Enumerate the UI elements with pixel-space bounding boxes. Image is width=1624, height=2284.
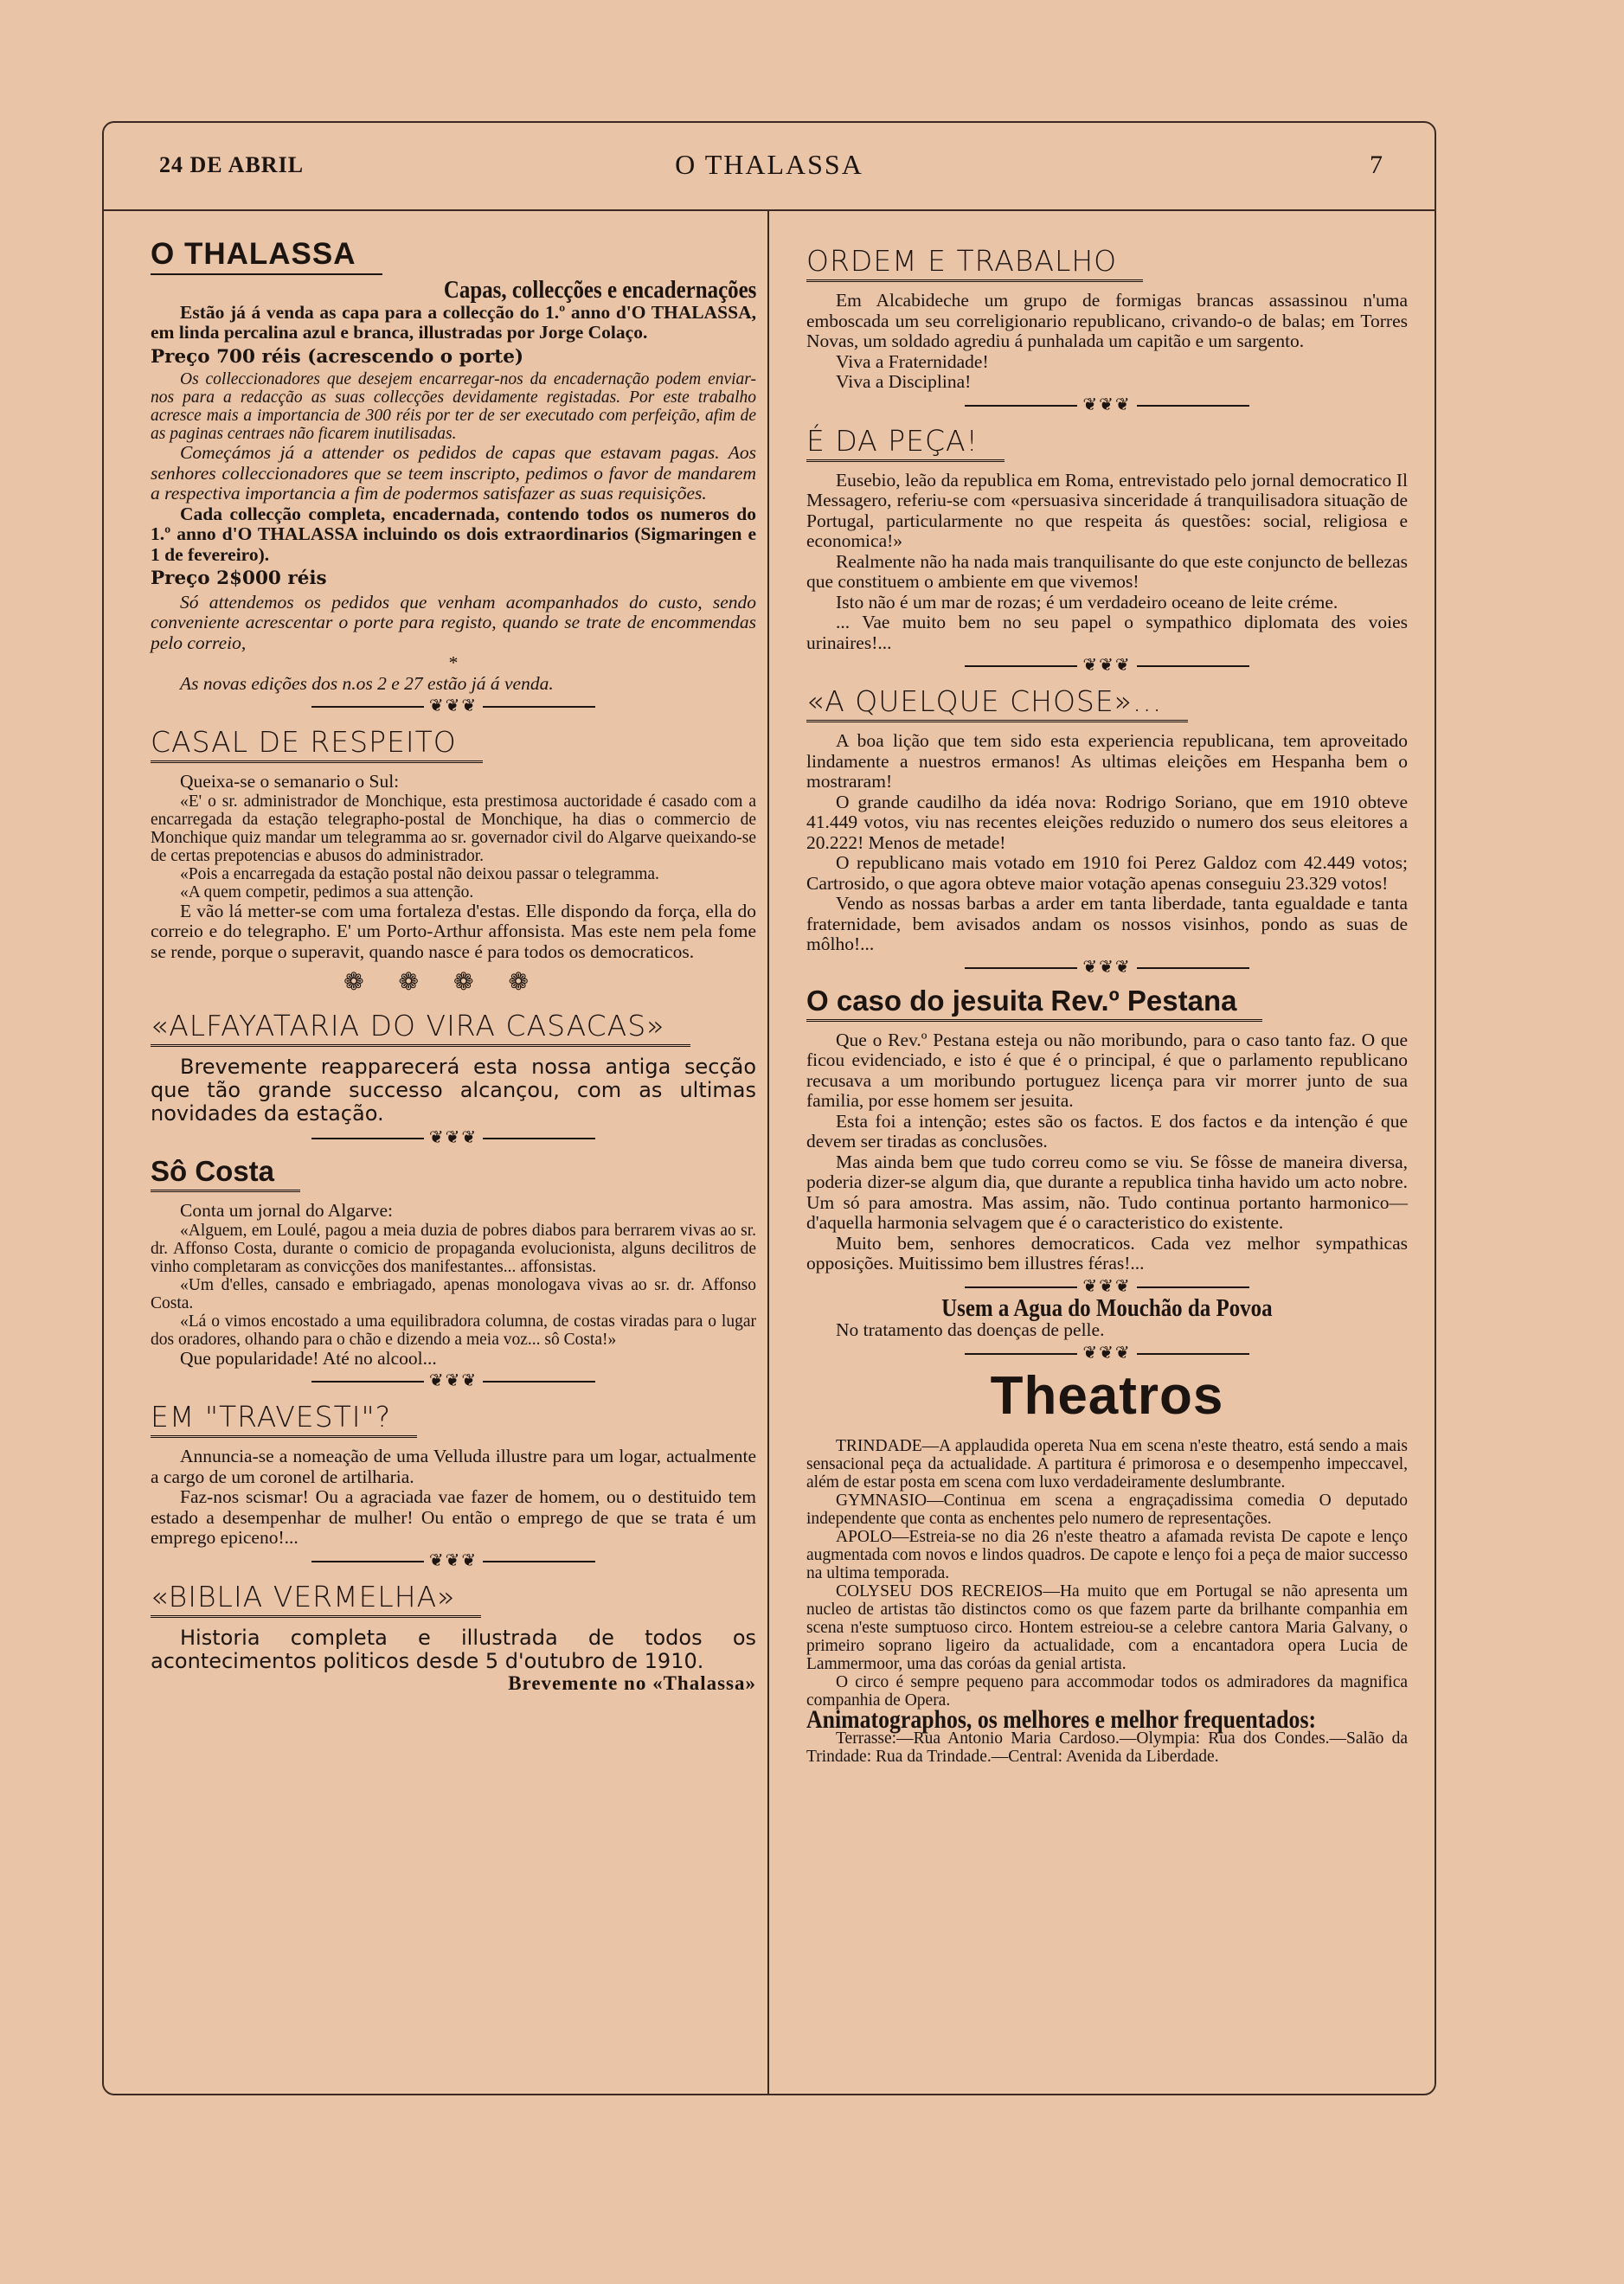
section-title: ORDEM E TRABALHO	[806, 244, 1143, 282]
column-divider	[767, 211, 769, 2094]
paragraph: Cada collecção completa, encadernada, contendo todos os numeros do 1.º anno d'O THALASSA incluindo os dois extraordinarios (Sigmaringen e 1 de fevereiro).	[151, 503, 756, 565]
section-title: O caso do jesuita Rev.º Pestana	[806, 985, 1262, 1022]
paragraph: As novas edições dos n.os 2 e 27 estão já á venda.	[180, 672, 554, 694]
paragraph: Viva a Disciplina!	[836, 371, 972, 392]
paragraph: Começámos já a attender os pedidos de capas que estavam pagas. Aos senhores colleccionadores que se teem inscripto, pedimos o favor de mandarem a respectiva importancia a fim de podermos satisfazer as suas requisições.	[151, 442, 756, 504]
masthead-title: O THALASSA	[675, 149, 863, 180]
paragraph: Vendo as nossas barbas a arder em tanta liberdade, tanta egualdade e tanta fraternidade, bem avisados andam os nossos visinhos, pondo as suas de môlho!...	[806, 893, 1408, 954]
paragraph: «Alguem, em Loulé, pagou a meia duzia de pobres diabos para berrarem vivas ao sr. dr. Affonso Costa, durante o comicio de propaganda evolucionista, alguns decilitros de vinho completaram as convicções dos manifestantes... affonsistas.	[151, 1221, 756, 1276]
paragraph: Eusebio, leão da republica em Roma, entrevistado pelo jornal democratico Il Messagero, referiu-se com «persuasiva sinceridade á tranquilisadora situação de Portugal, particularmente no que respeita ás questões: social, religiosa e economica!»	[806, 469, 1408, 551]
ornament-divider: ❦❦❦	[151, 1372, 756, 1389]
paragraph: Esta foi a intenção; estes são os factos. E dos factos e da intenção é que devem ser tiradas as conclusões.	[806, 1110, 1408, 1152]
price-line: Preço 2$000 réis	[151, 568, 327, 589]
asterisk: *	[448, 652, 459, 673]
paragraph: Terrasse:—Rua Antonio Maria Cardoso.—Olympia: Rua dos Condes.—Salão da Trindade: Rua da Trindade.—Central: Avenida da Liberdade.	[806, 1729, 1408, 1766]
paragraph: Faz-nos scismar! Ou a agraciada vae fazer de homem, ou o destituido tem estado a desempenhar de mulher! Ou então o emprego de que se trata é um emprego epiceno!...	[151, 1486, 756, 1548]
paragraph: Os colleccionadores que desejem encarregar-nos da encadernação podem enviar-nos para a redacção as suas collecções devidamente registadas. Por este trabalho acresce mais a importancia de 300 réis por ter de ser executado com perfeição, afim de as paginas centraes não ficarem inutilisadas.	[151, 370, 756, 443]
section-title: EM "TRAVESTI"?	[151, 1400, 417, 1438]
paragraph: «A quem competir, pedimos a sua attenção.	[180, 882, 474, 901]
price-line: Preço 700 réis (acrescendo o porte)	[151, 345, 524, 368]
announcement: Brevemente no «Thalassa»	[508, 1671, 756, 1694]
paragraph: «Um d'elles, cansado e embriagado, apenas monologava vivas ao sr. dr. Affonso Costa.	[151, 1275, 756, 1312]
paragraph: Historia completa e illustrada de todos os acontecimentos politicos desde 5 d'outubro de 1910.	[151, 1625, 756, 1673]
paragraph: «E' o sr. administrador de Monchique, esta prestimosa auctoridade é casado com a encarregada da estação telegrapho-postal de Monchique, ha dias o commercio de Monchique quiz mandar um telegramma ao sr. governador civil do Algarve queixando-se de certas prepotencias e abusos do administrador.	[151, 792, 756, 865]
paragraph: Que o Rev.º Pestana esteja ou não moribundo, para o caso tanto faz. O que ficou evidenciado, e isto é que é o principal, é que o parlamento republicano recusava a um moribundo portuguez licença para vir morrer junto de sua familia, por esse homem ser jesuita.	[806, 1029, 1408, 1111]
page-number: 7	[1370, 151, 1383, 179]
paragraph: Que popularidade! Até no alcool...	[180, 1347, 437, 1369]
left-column	[151, 237, 756, 1693]
paragraph: A boa lição que tem sido esta experiencia republicana, tem aproveitado lindamente a nuestros ermanos! As ultimas eleições em Hespanha bem o mostraram!	[806, 730, 1408, 792]
paragraph: Muito bem, senhores democraticos. Cada vez melhor sympathicas opposições. Muitissimo bem illustres féras!...	[806, 1232, 1408, 1274]
paragraph: Queixa-se o semanario o Sul:	[180, 771, 400, 792]
section-title: É DA PEÇA!	[806, 424, 1005, 462]
ornament-divider: ❦❦❦	[151, 1129, 756, 1146]
paragraph: Mas ainda bem que tudo correu como se viu. Se fôsse de maneira diversa, poderia dizer-se algum dia, que durante a republica tinha havido um acto nobre. Um só para amostra. Mas assim, não. Tudo continua portanto harmonico—d'aquella harmonia selvagem que é o caracteristico do existente.	[806, 1151, 1408, 1233]
ornament-divider: ❦❦❦	[806, 1278, 1408, 1295]
ornament-divider: ❦❦❦	[806, 959, 1408, 976]
section-title: CASAL DE RESPEITO	[151, 725, 483, 763]
paragraph: E vão lá metter-se com uma fortaleza d'estas. Elle dispondo da força, ella do correio e do telegrapho. E' um Porto-Arthur affonsista. Mas este nem pela fome se rende, porque o superavit, quando nasce é para todos os democraticos.	[151, 900, 756, 962]
paragraph: Annuncia-se a nomeação de uma Velluda illustre para um logar, actualmente a cargo de um coronel de artilharia.	[151, 1446, 756, 1487]
paragraph: Isto não é um mar de rozas; é um verdadeiro oceano de leite créme.	[836, 591, 1338, 613]
paragraph: «Pois a encarregada da estação postal não deixou passar o telegramma.	[180, 864, 659, 883]
newspaper-page	[102, 121, 1436, 2095]
ornament-divider: ❦❦❦	[151, 1552, 756, 1569]
ornament-divider: ❦❦❦	[806, 396, 1408, 414]
section-title: Sô Costa	[151, 1155, 300, 1192]
section-title: O THALASSA	[151, 237, 382, 275]
right-column	[806, 237, 1408, 1766]
section-title: «BIBLIA VERMELHA»	[151, 1580, 481, 1618]
advert-title: Usem a Agua do Mouchão da Povoa	[941, 1293, 1273, 1322]
paragraph: O grande caudilho da idéa nova: Rodrigo Soriano, que em 1910 obteve 41.449 votos, viu nas recentes eleições reduzido o numero dos seus eleitores a 20.222! Menos de metade!	[806, 791, 1408, 853]
page-header	[104, 123, 1435, 211]
rosette-ornament-icon: ❁❁❁❁	[343, 969, 563, 996]
paragraph: ... Vae muito bem no seu papel o sympathico diplomata des voies urinaires!...	[806, 612, 1408, 653]
ornament-divider: ❦❦❦	[806, 1344, 1408, 1362]
ornament-divider: ❦❦❦	[151, 697, 756, 715]
paragraph: Só attendemos os pedidos que venham acompanhados do custo, sendo conveniente acrescentar o porte para registo, quando se trate de encommendas pelo correio,	[151, 591, 756, 653]
paragraph: GYMNASIO—Continua em scena a engraçadissima comedia O deputado independente que conta as enchentes pelo numero de representações.	[806, 1491, 1408, 1528]
paragraph: «Lá o vimos encostado a uma equilibradora columna, de costas viradas para o lugar dos oradores, olhando para o chão e dizendo a meia voz... sô Costa!»	[151, 1312, 756, 1349]
paragraph: O circo é sempre pequeno para accommodar todos os admiradores da magnifica companhia de Opera.	[806, 1672, 1408, 1710]
theatros-heading: Theatros	[990, 1365, 1224, 1426]
paragraph: Em Alcabideche um grupo de formigas brancas assassinou n'uma emboscada um seu correligionario republicano, crivando-o de balas; em Torres Novas, um soldado agrediu á punhalada um capitão e um sargento.	[806, 290, 1408, 351]
paragraph: COLYSEU DOS RECREIOS—Ha muito que em Portugal se não apresenta um nucleo de artistas tão distinctos como os que fazem parte da brilhante companhia em scena n'este sumptuoso circo. Hontem estreiou-se a celebre cantora Maria Galvany, o primeiro soprano ligeiro da actualidade, com a encantadora opera Lucia de Lammermoor, uma das coróas da genial artista.	[806, 1581, 1408, 1673]
ornament-divider: ❦❦❦	[806, 657, 1408, 674]
paragraph: Brevemente reapparecerá esta nossa antiga secção que tão grande successo alcançou, com as ultimas novidades da estação.	[151, 1055, 756, 1126]
animatographos-title: Animatographos, os melhores e melhor frequentados:	[806, 1704, 1317, 1734]
paragraph: TRINDADE—A applaudida opereta Nua em scena n'este theatro, está sendo a mais sensacional peça da actualidade. A partitura é primorosa e o desempenho impeccavel, além de estar posta em scena com luxo verdadeiramente deslumbrante.	[806, 1436, 1408, 1492]
section-title: «A QUELQUE CHOSE»...	[806, 684, 1188, 722]
paragraph: Conta um jornal do Algarve:	[180, 1200, 394, 1221]
paragraph: O republicano mais votado em 1910 foi Perez Galdoz com 42.449 votos; Cartrosido, o que agora obteve maior votação apenas conseguiu 23.329 votos!	[806, 852, 1408, 894]
paragraph: Estão já á venda as capa para a collecção do 1.º anno d'O THALASSA, em linda percalina azul e branca, illustradas por Jorge Colaço.	[151, 301, 756, 343]
header-date: 24 DE ABRIL	[159, 152, 305, 177]
section-subtitle: Capas, collecções e encadernações	[443, 276, 756, 304]
paragraph: No tratamento das doenças de pelle.	[836, 1319, 1105, 1340]
paragraph: Viva a Fraternidade!	[836, 350, 989, 372]
paragraph: APOLO—Estreia-se no dia 26 n'este theatro a afamada revista De capote e lenço augmentada com novos e lindos quadros. De capote e lenço foi a peça de maior successo na ultima temporada.	[806, 1527, 1408, 1582]
paragraph: Realmente não ha nada mais tranquilisante do que este conjuncto de bellezas que constituem o ambiente em que vivemos!	[806, 550, 1408, 592]
section-title: «ALFAYATARIA DO VIRA CASACAS»	[151, 1009, 690, 1047]
